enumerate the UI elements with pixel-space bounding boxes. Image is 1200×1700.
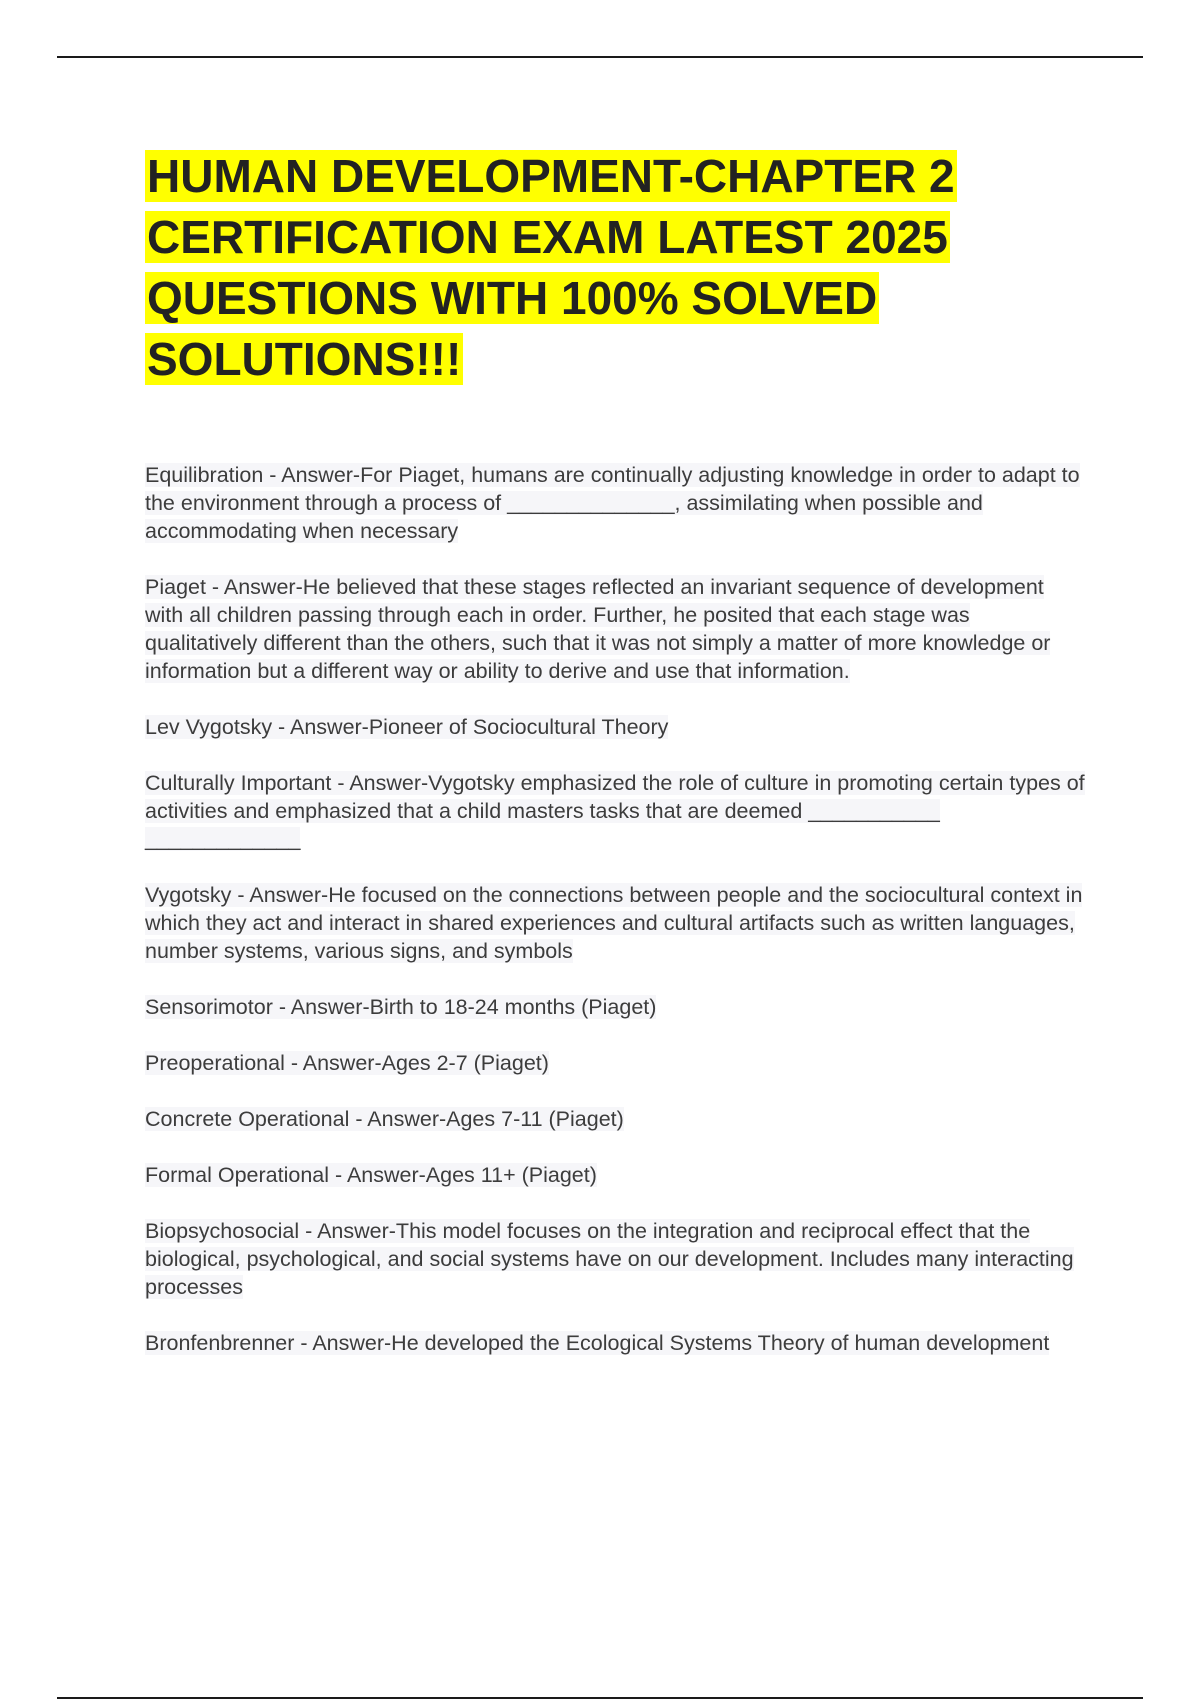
qa-item-text: Sensorimotor - Answer-Birth to 18-24 months (Piaget): [145, 995, 657, 1019]
document-title: [145, 146, 1085, 390]
qa-item-text: Piaget - Answer-He believed that these stages reflected an invariant sequence of development with all children passing through each in order. Further, he posited that each stage was qualitatively different than the others, such that it was not simply a matter of more knowledge or information but a different way or ability to derive and use that information.: [145, 575, 1051, 683]
qa-item-concrete-operational: [145, 1105, 1085, 1133]
qa-item-equilibration: [145, 461, 1085, 545]
qa-item-text: Vygotsky - Answer-He focused on the connections between people and the sociocultural context in which they act and interact in shared experiences and cultural artifacts such as written languages, number systems, various signs, and symbols: [145, 883, 1083, 963]
qa-item-vygotsky: [145, 881, 1085, 965]
qa-item-text: Equilibration - Answer-For Piaget, humans are continually adjusting knowledge in order to adapt to the environment through a process of ______________, assimilating when possible and accommodating when necessary: [145, 463, 1080, 543]
qa-item-bronfenbrenner: [145, 1329, 1085, 1357]
qa-item-biopsychosocial: [145, 1217, 1085, 1301]
qa-item-lev-vygotsky: [145, 713, 1085, 741]
qa-item-text: Formal Operational - Answer-Ages 11+ (Piaget): [145, 1163, 597, 1187]
qa-list: [145, 461, 1085, 1385]
qa-item-text: Lev Vygotsky - Answer-Pioneer of Sociocultural Theory: [145, 715, 669, 739]
qa-item-text: Biopsychosocial - Answer-This model focuses on the integration and reciprocal effect that the biological, psychological, and social systems have on our development. Includes many interacting processes: [145, 1219, 1074, 1299]
qa-item-text: Culturally Important - Answer-Vygotsky emphasized the role of culture in promoting certain types of activities and emphasized that a child masters tasks that are deemed ___________ _____________: [145, 771, 1085, 851]
qa-item-preoperational: [145, 1049, 1085, 1077]
qa-item-culturally-important: [145, 769, 1085, 853]
document-title-text: HUMAN DEVELOPMENT-CHAPTER 2 CERTIFICATION EXAM LATEST 2025 QUESTIONS WITH 100% SOLVED SOLUTIONS!!!: [147, 150, 955, 385]
qa-item-text: Bronfenbrenner - Answer-He developed the Ecological Systems Theory of human development: [145, 1331, 1050, 1355]
bottom-rule: [57, 1697, 1143, 1699]
qa-item-text: Preoperational - Answer-Ages 2-7 (Piaget): [145, 1051, 549, 1075]
qa-item-formal-operational: [145, 1161, 1085, 1189]
qa-item-piaget: [145, 573, 1085, 685]
top-rule: [57, 56, 1143, 58]
qa-item-sensorimotor: [145, 993, 1085, 1021]
qa-item-text: Concrete Operational - Answer-Ages 7-11 (Piaget): [145, 1107, 624, 1131]
